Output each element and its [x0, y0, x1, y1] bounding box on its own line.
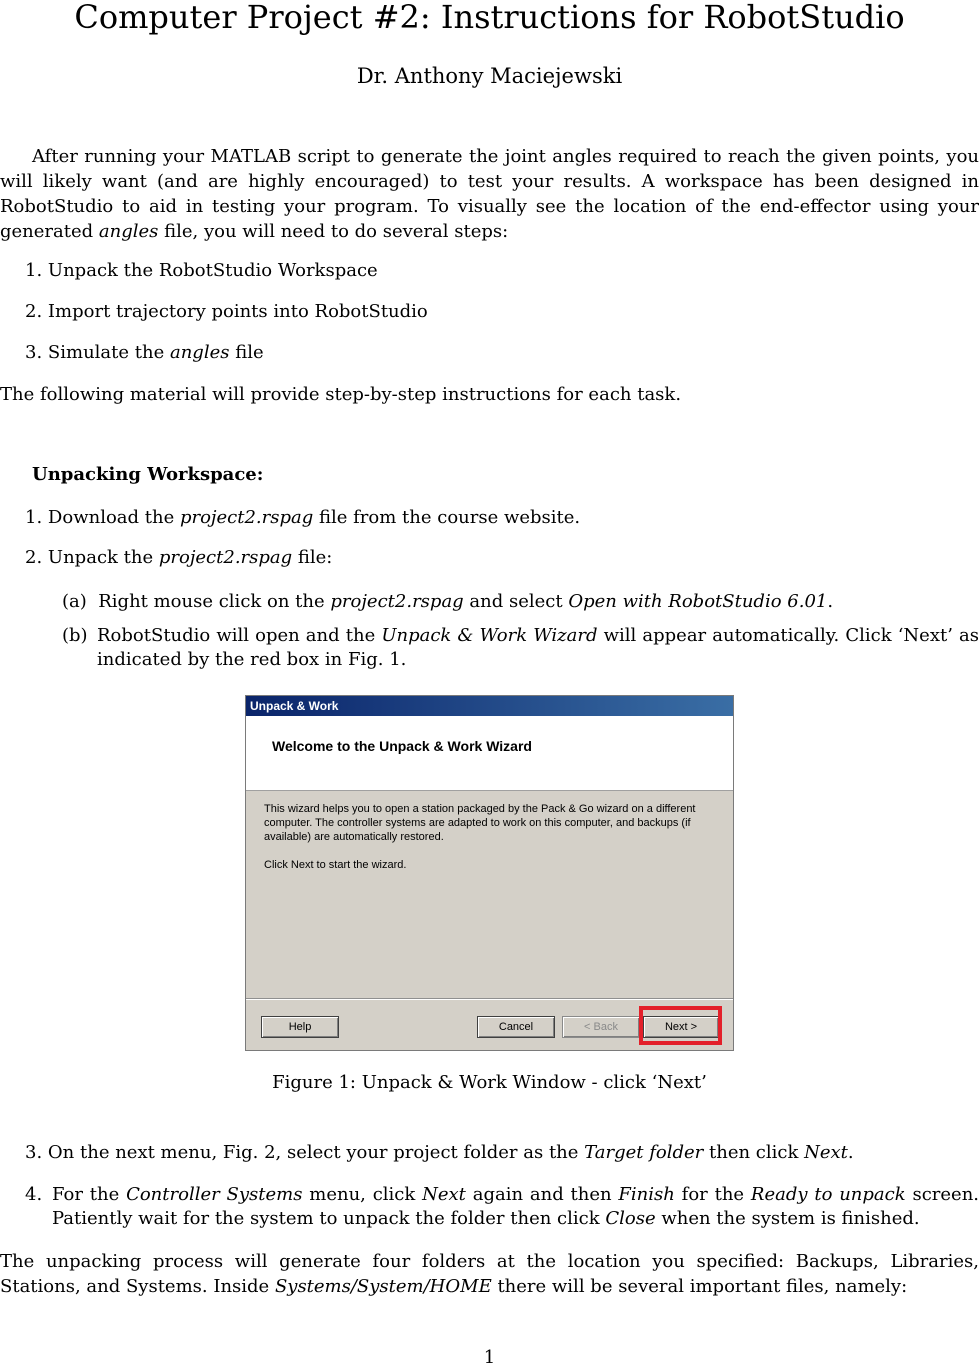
- cancel-button[interactable]: Cancel: [477, 1016, 555, 1038]
- unpack-item-4-num: 4.: [25, 1184, 43, 1205]
- unpack-work-dialog: [245, 695, 734, 1051]
- author: Dr. Anthony Maciejewski: [356, 64, 623, 88]
- dialog-header: [246, 716, 733, 791]
- intro-paragraph: After running your MATLAB script to generate the joint angles required to reach the given points, you will likely want (and are highly encouraged) to test your results. A workspace has been designed in RobotStudio to aid in testing your program. To visually see the location of the end-effector using your generated angles file, you will need to do several steps:: [0, 146, 979, 242]
- back-button[interactable]: < Back: [562, 1016, 640, 1038]
- help-button[interactable]: Help: [261, 1016, 339, 1038]
- highlight-box: [639, 1006, 722, 1045]
- unpack-item-4: For the Controller Systems menu, click Next again and then Finish for the Ready to unpack screen. Patiently wait for the system to unpack the folder then click Close when the system is finished.: [52, 1184, 979, 1229]
- unpack-subitem-b: RobotStudio will open and the Unpack & Work Wizard will appear automatically. Click ‘Next’ as indicated by the red box in Fig. 1.: [97, 625, 979, 670]
- next-button[interactable]: Next >: [643, 1016, 719, 1038]
- dialog-body: [264, 802, 714, 886]
- unpack-item-3: 3. On the next menu, Fig. 2, select your project folder as the Target folder then click Next.: [25, 1142, 854, 1163]
- unpack-subitem-b-num: (b): [62, 625, 88, 646]
- unpack-item-2: 2. Unpack the project2.rspag file:: [25, 547, 333, 568]
- figure-caption: Figure 1: Unpack & Work Window - click ‘Next’: [272, 1072, 707, 1093]
- unpack-subitem-a: (a) Right mouse click on the project2.rspag and select Open with RobotStudio 6.01.: [62, 591, 834, 612]
- document-title: Computer Project #2: Instructions for RobotStudio: [74, 0, 905, 36]
- step-2: 2. Import trajectory points into RobotStudio: [25, 301, 428, 322]
- section-heading: Unpacking Workspace:: [32, 464, 264, 485]
- unpack-item-1: 1. Download the project2.rspag file from the course website.: [25, 507, 581, 528]
- closing-paragraph: The unpacking process will generate four folders at the location you specified: Backups, Libraries, Stations, and Systems. Inside Systems/System/HOME there will be several important files, namely:: [0, 1251, 979, 1297]
- dialog-heading: Welcome to the Unpack & Work Wizard: [272, 738, 532, 754]
- dialog-body-text: This wizard helps you to open a station packaged by the Pack & Go wizard on a different computer. The controller systems are adapted to work on this computer, and backups (if available) are automatically restored.: [264, 803, 696, 843]
- step-1: 1. Unpack the RobotStudio Workspace: [25, 260, 378, 281]
- step-3: 3. Simulate the angles file: [25, 342, 264, 363]
- steps-followup: The following material will provide step-by-step instructions for each task.: [0, 384, 682, 405]
- page-number: 1: [483, 1347, 496, 1368]
- dialog-body-instruction: Click Next to start the wizard.: [264, 859, 407, 871]
- dialog-separator: [246, 998, 733, 1000]
- dialog-titlebar: Unpack & Work: [246, 696, 733, 716]
